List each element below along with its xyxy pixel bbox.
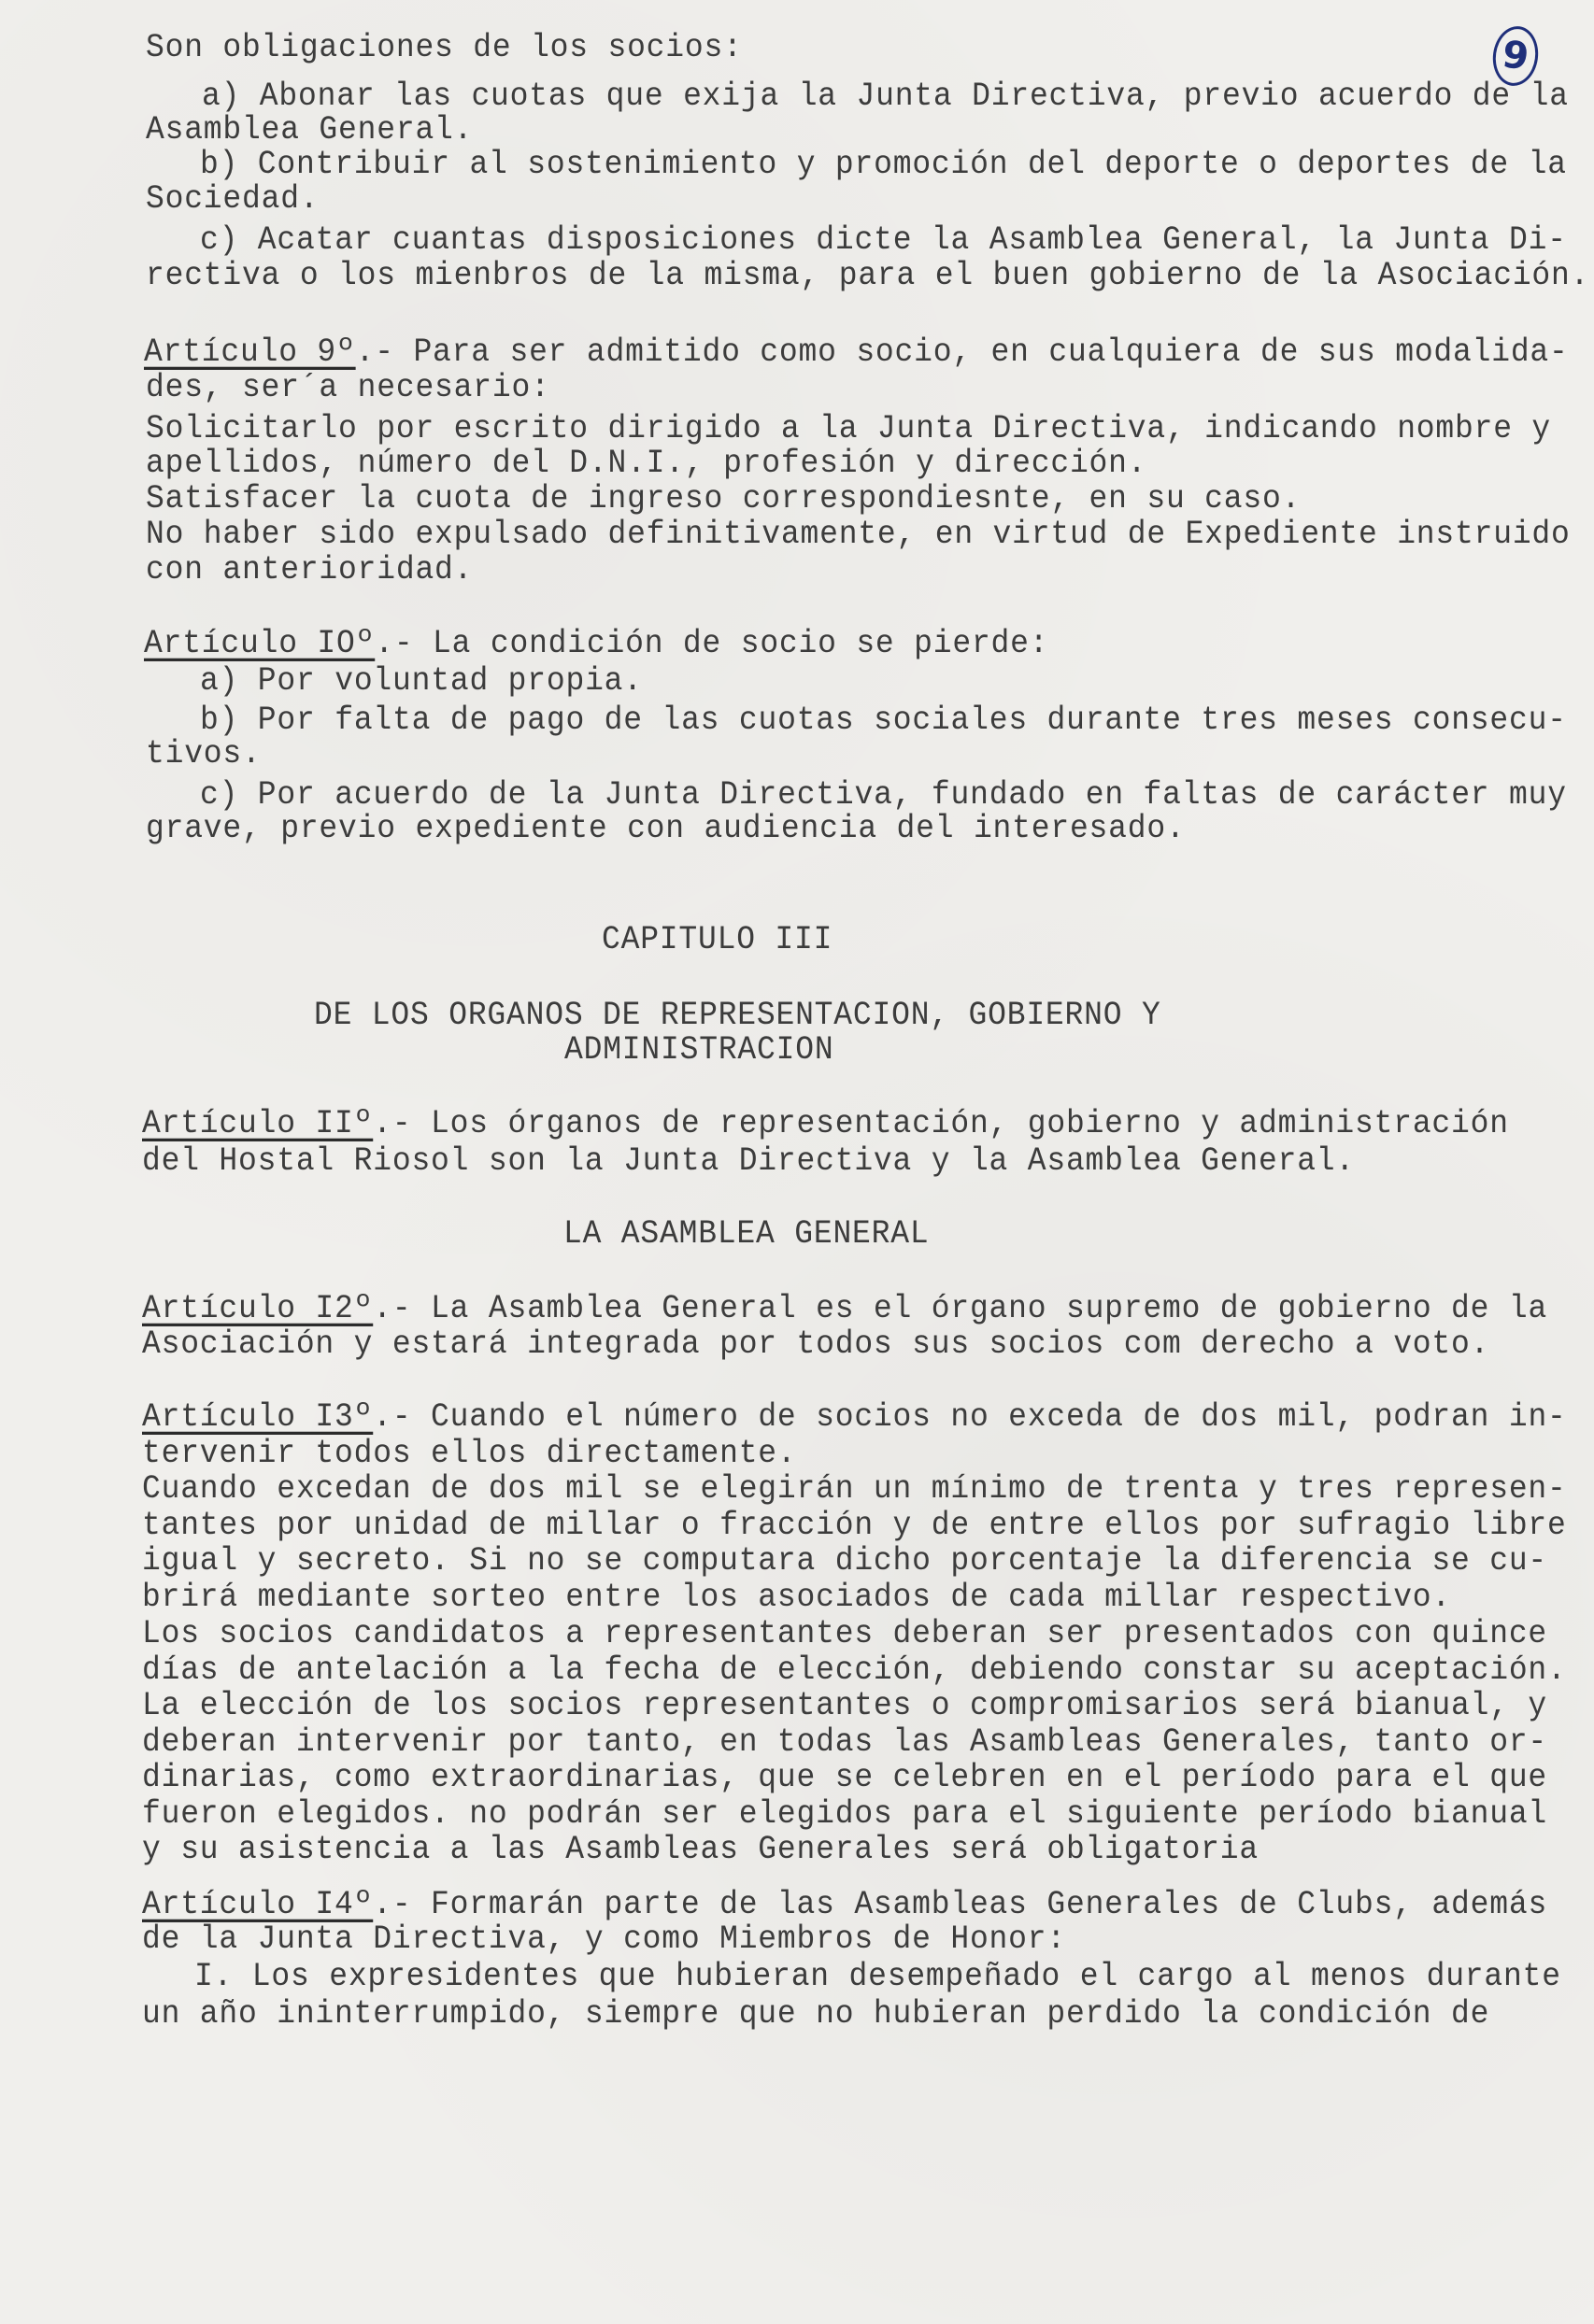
line-text: b) Contribuir al sostenimiento y promoción del deporte o deportes de la <box>200 146 1567 184</box>
line-text: I. Los expresidentes que hubieran desempeñado el cargo al menos durante <box>194 1958 1561 1996</box>
text-line <box>146 550 473 590</box>
line-text: Asamblea General. <box>146 111 474 149</box>
article-heading-line <box>144 624 1048 664</box>
line-text: grave, previo expediente con audiencia del interesado. <box>146 810 1186 848</box>
article-heading-line <box>144 333 1569 373</box>
line-text: .- Formarán parte de las Asambleas Generales de Clubs, además <box>373 1886 1548 1924</box>
line-text: .- La condición de socio se pierde: <box>375 625 1049 663</box>
text-line <box>146 28 743 68</box>
text-line <box>146 256 1589 296</box>
line-text: brirá mediante sorteo entre los asociados de cada millar respectivo. <box>142 1579 1452 1617</box>
line-text: LA ASAMBLEA GENERAL <box>563 1215 930 1254</box>
text-line <box>200 701 1567 741</box>
line-text: igual y secreto. Si no se computara dicho porcentaje la diferencia se cu- <box>142 1542 1548 1580</box>
text-line <box>200 145 1567 185</box>
line-text: tivos. <box>146 735 262 773</box>
text-line <box>142 1469 1567 1509</box>
article-heading-line <box>142 1289 1547 1329</box>
text-line <box>142 1434 797 1474</box>
text-line <box>146 809 1186 849</box>
text-line <box>142 1722 1547 1763</box>
line-text: Sociedad. <box>146 180 320 219</box>
line-text: CAPITULO III <box>602 921 833 959</box>
line-text: Los socios candidatos a representantes deberan ser presentados con quince <box>142 1615 1548 1653</box>
line-text: DE LOS ORGANOS DE REPRESENTACION, GOBIERNO Y <box>314 997 1161 1035</box>
article-label: Artículo IIº <box>142 1105 374 1143</box>
text-line <box>146 444 1146 484</box>
text-line <box>142 1541 1547 1581</box>
text-line <box>602 920 833 960</box>
text-line <box>142 1506 1567 1546</box>
text-line <box>142 1325 1489 1365</box>
line-text: de la Junta Directiva, y como Miembros de Honor: <box>142 1920 1066 1959</box>
line-text: rectiva o los mienbros de la misma, para el buen gobierno de la Asociación. <box>146 257 1590 295</box>
text-line <box>200 661 643 701</box>
line-text: Satisfacer la cuota de ingreso correspondiesnte, en su caso. <box>146 480 1302 518</box>
line-text: des, ser´a necesario: <box>146 369 550 407</box>
handwritten-page-number: 9 <box>1489 23 1542 89</box>
line-text: .- La Asamblea General es el órgano supremo de gobierno de la <box>373 1290 1548 1328</box>
article-label: Artículo I2º <box>142 1290 374 1328</box>
text-line <box>146 179 319 220</box>
text-line <box>564 1030 833 1070</box>
text-line <box>200 220 1567 261</box>
line-text: b) Por falta de pago de las cuotas sociales durante tres meses consecu- <box>200 701 1567 740</box>
text-line <box>142 1578 1451 1618</box>
text-line <box>146 368 550 408</box>
article-label: Artículo 9º <box>144 333 356 372</box>
line-text: un año ininterrumpido, siempre que no hubieran perdido la condición de <box>142 1995 1490 2034</box>
article-heading-line <box>142 1104 1509 1144</box>
line-text: Cuando excedan de dos mil se elegirán un mínimo de trenta y tres represen- <box>142 1470 1567 1509</box>
line-text: a) Por voluntad propia. <box>200 662 643 701</box>
text-line <box>142 1920 1066 1960</box>
line-text: y su asistencia a las Asambleas Generales será obligatoria <box>142 1831 1259 1869</box>
line-text: tervenir todos ellos directamente. <box>142 1435 797 1473</box>
line-text: c) Acatar cuantas disposiciones dicte la Asamblea General, la Junta Di- <box>200 221 1567 260</box>
line-text: deberan intervenir por tanto, en todas las Asambleas Generales, tanto or- <box>142 1723 1548 1762</box>
text-line <box>146 479 1301 519</box>
line-text: con anterioridad. <box>146 551 474 589</box>
text-line <box>146 734 262 774</box>
line-text: Asociación y estará integrada por todos sus socios com derecho a voto. <box>142 1325 1490 1364</box>
text-line <box>142 1141 1355 1182</box>
line-text: La elección de los socios representantes o compromisarios será bianual, y <box>142 1687 1548 1725</box>
line-text: tantes por unidad de millar o fracción y de entre ellos por sufragio libre <box>142 1507 1567 1545</box>
text-line <box>142 1651 1567 1691</box>
line-text: .- Para ser admitido como socio, en cualquiera de sus modalida- <box>355 333 1569 372</box>
line-text: fueron elegidos. no podrán ser elegidos para el siguiente período bianual <box>142 1795 1548 1834</box>
article-label: Artículo I3º <box>142 1398 374 1437</box>
text-line <box>142 1830 1259 1870</box>
line-text: del Hostal Riosol son la Junta Directiva y la Asamblea General. <box>142 1142 1356 1181</box>
line-text: Son obligaciones de los socios: <box>146 29 743 67</box>
line-text: .- Cuando el número de socios no exceda de dos mil, podran in- <box>373 1398 1567 1437</box>
line-text: dinarias, como extraordinarias, que se celebren en el período para el que <box>142 1759 1548 1797</box>
article-label: Artículo I4º <box>142 1886 374 1924</box>
text-line <box>194 1957 1561 1997</box>
line-text: c) Por acuerdo de la Junta Directiva, fundado en faltas de carácter muy <box>200 776 1567 815</box>
article-heading-line <box>142 1397 1567 1438</box>
line-text: .- Los órganos de representación, gobierno y administración <box>373 1105 1509 1143</box>
line-text: a) Abonar las cuotas que exija la Junta Directiva, previo acuerdo de la <box>202 78 1569 116</box>
article-label: Artículo IOº <box>144 625 376 663</box>
text-line <box>146 515 1571 555</box>
text-line <box>142 1758 1547 1798</box>
line-text: días de antelación a la fecha de elección, debiendo constar su aceptación. <box>142 1651 1567 1690</box>
line-text: No haber sido expulsado definitivamente, en virtud de Expediente instruido <box>146 516 1571 554</box>
text-line <box>142 1994 1489 2034</box>
text-line <box>563 1214 929 1254</box>
line-text: apellidos, número del D.N.I., profesión y dirección. <box>146 445 1147 483</box>
text-line <box>142 1614 1547 1654</box>
line-text: Solicitarlo por escrito dirigido a la Junta Directiva, indicando nombre y <box>146 410 1552 448</box>
line-text: ADMINISTRACION <box>564 1031 834 1070</box>
text-line <box>142 1794 1547 1835</box>
text-line <box>142 1686 1547 1726</box>
